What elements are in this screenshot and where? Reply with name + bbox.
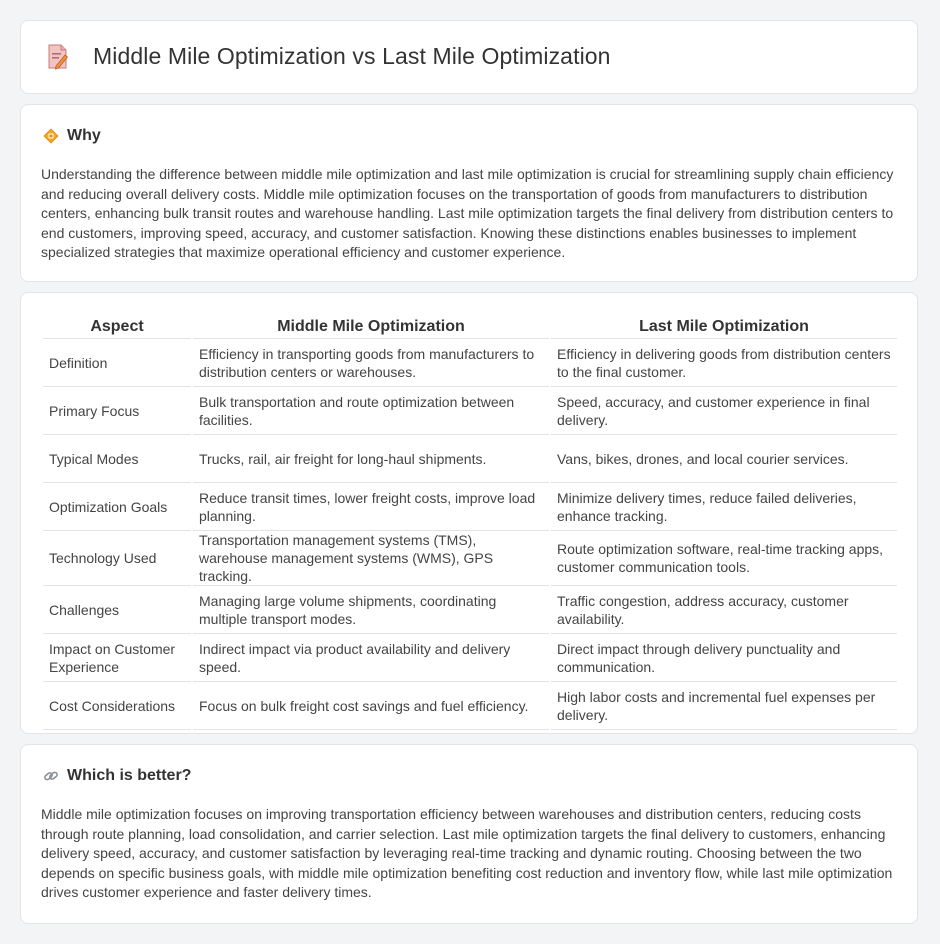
better-body: Middle mile optimization focuses on improving transportation efficiency between warehouses and distribution centers, reducing costs through route planning, load consolidation, and carrier selection. Last mile optimization targets the final delivery to customers, enhancing delivery speed, accuracy, and customer satisfaction by leveraging real-time tracking and dynamic routing. Choosing between the two depends on specific business goals, with middle mile optimization benefiting cost reduction and inventory flow, while last mile optimization drives customer experience and faster delivery times. — [41, 806, 893, 901]
middle-mile-cell: Indirect impact via product availability and delivery speed. — [193, 634, 549, 682]
last-mile-cell: Speed, accuracy, and customer experience in final delivery. — [551, 387, 897, 435]
document-pen-icon — [47, 44, 69, 70]
table-row — [43, 339, 897, 387]
header-aspect: Aspect — [43, 313, 191, 339]
aspect-cell: Cost Considerations — [43, 682, 191, 730]
last-mile-cell: Efficiency in delivering goods from distribution centers to the final customer. — [551, 339, 897, 387]
why-heading: Why — [67, 127, 101, 144]
why-body: Understanding the difference between middle mile optimization and last mile optimization is crucial for streamlining supply chain efficiency and reducing overall delivery costs. Middle mile optimization focuses on the transportation of goods from manufacturers to distribution centers, enhancing bulk transit routes and warehouse handling. Last mile optimization targets the final delivery from distribution centers to end customers, improving speed, accuracy, and customer satisfaction. Knowing these distinctions enables businesses to implement specialized strategies that maximize operational efficiency and customer experience. — [41, 166, 894, 261]
table-row — [43, 586, 897, 634]
last-mile-cell: Minimize delivery times, reduce failed deliveries, enhance tracking. — [551, 483, 897, 531]
why-heading-row — [43, 127, 101, 145]
middle-mile-cell: Managing large volume shipments, coordinating multiple transport modes. — [193, 586, 549, 634]
table-row — [43, 682, 897, 730]
why-section — [20, 104, 918, 282]
middle-mile-cell: Efficiency in transporting goods from manufacturers to distribution centers or warehouses. — [193, 339, 549, 387]
aspect-cell: Optimization Goals — [43, 483, 191, 531]
table-row — [43, 634, 897, 682]
table-row — [43, 435, 897, 483]
middle-mile-cell: Trucks, rail, air freight for long-haul shipments. — [193, 435, 549, 483]
header-middle-mile: Middle Mile Optimization — [193, 313, 549, 339]
header-last-mile: Last Mile Optimization — [551, 313, 897, 339]
better-heading: Which is better? — [67, 767, 192, 784]
last-mile-cell: Vans, bikes, drones, and local courier services. — [551, 435, 897, 483]
diamond-sign-icon — [43, 128, 59, 144]
last-mile-cell: Route optimization software, real-time tracking apps, customer communication tools. — [551, 531, 897, 586]
table-row — [43, 531, 897, 586]
comparison-table — [41, 313, 899, 730]
aspect-cell: Challenges — [43, 586, 191, 634]
better-heading-row — [43, 767, 191, 785]
title-row — [47, 43, 611, 70]
table-header-row — [43, 313, 897, 339]
aspect-cell: Definition — [43, 339, 191, 387]
table-row — [43, 483, 897, 531]
table-row — [43, 387, 897, 435]
aspect-cell: Technology Used — [43, 531, 191, 586]
aspect-cell: Typical Modes — [43, 435, 191, 483]
title-card — [20, 20, 918, 94]
middle-mile-cell: Bulk transportation and route optimization between facilities. — [193, 387, 549, 435]
last-mile-cell: Direct impact through delivery punctuality and communication. — [551, 634, 897, 682]
which-is-better-section — [20, 744, 918, 924]
page-title: Middle Mile Optimization vs Last Mile Optimization — [93, 43, 611, 69]
middle-mile-cell: Focus on bulk freight cost savings and fuel efficiency. — [193, 682, 549, 730]
last-mile-cell: High labor costs and incremental fuel expenses per delivery. — [551, 682, 897, 730]
last-mile-cell: Traffic congestion, address accuracy, customer availability. — [551, 586, 897, 634]
aspect-cell: Impact on Customer Experience — [43, 634, 191, 682]
aspect-cell: Primary Focus — [43, 387, 191, 435]
middle-mile-cell: Transportation management systems (TMS), warehouse management systems (WMS), GPS tracking. — [193, 531, 549, 586]
comparison-section — [20, 292, 918, 734]
middle-mile-cell: Reduce transit times, lower freight costs, improve load planning. — [193, 483, 549, 531]
link-icon — [43, 768, 59, 784]
